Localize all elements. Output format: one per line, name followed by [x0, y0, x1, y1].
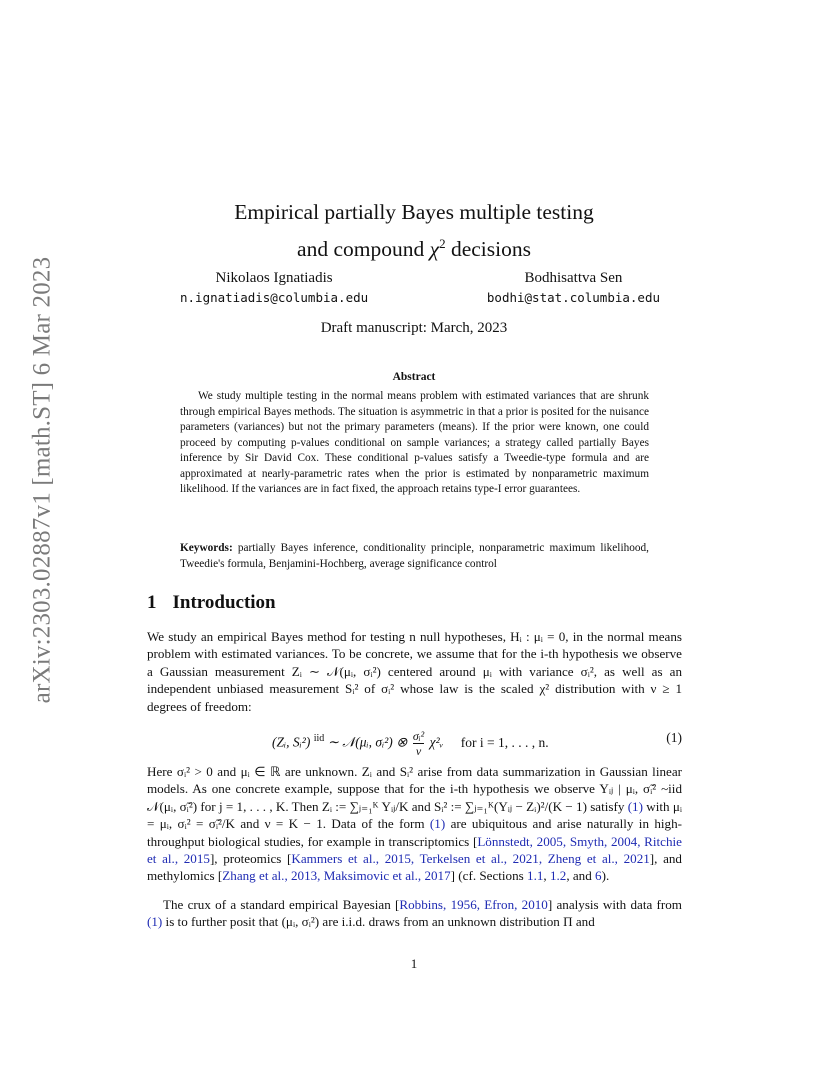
- fraction-denominator: ν: [415, 744, 422, 758]
- citation-link[interactable]: Robbins, 1956, Efron, 2010: [399, 897, 548, 912]
- title-line-2-prefix: and compound: [297, 237, 425, 262]
- author-1: [180, 268, 368, 308]
- equation-body: [272, 730, 549, 757]
- p3-text-a: The crux of a standard empirical Bayesian [: [163, 897, 400, 912]
- p2-text-i: ).: [601, 868, 610, 884]
- abstract-text: We study multiple testing in the normal means problem with estimated variances that are shrunk through empirical Bayes methods. The situation is asymmetric in that a prior is posited for the nuisance parameters (variances) but not the primary parameters (means). If the prior were known, one could proceed by computing p-values conditional on sample variances; a strategy called partially Bayes inference by Sir David Cox. These conditional p-values satisfy a Tweedie-type formula and are approximated at nearly-parametric rates when the prior is estimated by nonparametric maximum likelihood. If the variances are in fact fixed, the approach retains type-I error guarantees.: [180, 390, 649, 495]
- p2-text-e: ], and methylomics [: [147, 851, 682, 884]
- section-ref-link[interactable]: 1.1: [527, 868, 544, 884]
- p2-text-h: , and: [566, 868, 596, 884]
- keywords-label: Keywords:: [180, 542, 233, 554]
- manuscript-date: Draft manuscript: March, 2023: [320, 320, 508, 336]
- equation-ref-link[interactable]: (1): [147, 914, 163, 930]
- intro-paragraph-3: [147, 896, 682, 931]
- keywords: [180, 541, 649, 572]
- p2-text-f: ] (cf. Sections: [450, 868, 528, 884]
- citation-link[interactable]: Zhang et al., 2013, Maksimovic et al., 2017: [222, 868, 451, 884]
- author-email: bodhi@stat.columbia.edu: [486, 290, 660, 305]
- p2-text-a: Here σᵢ² > 0 and μᵢ ∈ ℝ are unknown. Zᵢ and Sᵢ² arise from data summarization in Gaussian linear models. As one concrete example, suppose that for the i-th hypothesis we observe Yᵢⱼ | μᵢ, σ̃ᵢ² ~iid 𝒩(μᵢ, σ̃ᵢ²) for j = 1, . . . , K. Then Zᵢ := ∑ⱼ₌₁ᴷ Yᵢⱼ/K and Sᵢ² := ∑ⱼ₌₁ᴷ(Yᵢⱼ − Zᵢ)²/(K − 1) satisfy: [147, 764, 682, 814]
- citation-link[interactable]: Kammers et al., 2015, Terkelsen et al., 2021, Zheng et al., 2021: [291, 851, 650, 867]
- paper-title: [0, 197, 828, 265]
- chi-symbol: χ: [429, 237, 440, 262]
- keywords-text: partially Bayes inference, conditionality principle, nonparametric maximum likelihood, Tweedie's formula, Benjamini-Hochberg, average significance control: [180, 542, 649, 570]
- intro-paragraph-1: We study an empirical Bayes method for testing n null hypotheses, Hᵢ : μᵢ = 0, in the normal means problem with estimated variances. To be concrete, we assume that for the i-th hypothesis we observe a Gaussian measurement Zᵢ ∼ 𝒩(μᵢ, σᵢ²) centered around μᵢ with variance σᵢ², as well as an independent unbiased measurement Sᵢ² of σᵢ² whose law is the scaled χ² distribution with ν ≥ 1 degrees of freedom:: [147, 629, 682, 714]
- author-name: Bodhisattva Sen: [524, 270, 623, 286]
- p2-text-c: are ubiquitous and arise naturally in high-throughput biological studies, for example in transcriptomics [: [147, 816, 682, 849]
- equation-1: [147, 722, 682, 756]
- p2-text-b: with μᵢ = μᵢ, σᵢ² = σ̃ᵢ²/K and ν = K − 1. Data of the form: [147, 798, 682, 832]
- title-line-1: Empirical partially Bayes multiple testing: [234, 200, 594, 224]
- section-title: Introduction: [172, 592, 276, 613]
- p3-text-c: is to further posit that (μᵢ, σᵢ²) are i.i.d. draws from an unknown distribution Π and: [162, 914, 595, 930]
- equation-mid: ∼ 𝒩(μᵢ, σᵢ²) ⊗: [327, 734, 411, 750]
- equation-range: for i = 1, . . . , n.: [460, 734, 549, 750]
- fraction-numerator: σᵢ²: [412, 729, 425, 743]
- equation-ref-link[interactable]: (1): [627, 798, 643, 814]
- title-line-2-suffix: decisions: [450, 237, 531, 262]
- arxiv-identifier: arXiv:2303.02887v1 [math.ST] 6 Mar 2023: [28, 256, 56, 704]
- section-ref-link[interactable]: 6: [595, 868, 602, 884]
- section-heading: [147, 592, 276, 614]
- author-block: [180, 268, 660, 308]
- author-2: [487, 268, 660, 308]
- iid-label: iid: [313, 733, 325, 745]
- p2-text-g: ,: [543, 868, 550, 884]
- intro-paragraph-2: [147, 763, 682, 885]
- title-line-2: [0, 228, 828, 265]
- equation-rhs: χ²ᵥ: [429, 734, 444, 750]
- equation-number: (1): [666, 730, 682, 745]
- page-number: 1: [410, 956, 418, 971]
- abstract-heading: Abstract: [392, 371, 436, 383]
- equation-lhs: (Zᵢ, Sᵢ²): [272, 734, 314, 750]
- p2-text-d: ], proteomics [: [209, 851, 292, 867]
- section-ref-link[interactable]: 1.2: [549, 868, 567, 884]
- equation-ref-link[interactable]: (1): [429, 816, 446, 832]
- citation-link[interactable]: Lönnstedt, 2005, Smyth, 2004, Ritchie et al., 2015: [147, 833, 682, 867]
- chi-superscript: 2: [439, 236, 446, 251]
- p3-text-b: ] analysis with data from: [547, 897, 682, 912]
- section-number: 1: [147, 592, 157, 613]
- author-email: n.ignatiadis@columbia.edu: [180, 290, 369, 305]
- equation-fraction: [413, 730, 424, 757]
- author-name: Nikolaos Ignatiadis: [215, 270, 333, 286]
